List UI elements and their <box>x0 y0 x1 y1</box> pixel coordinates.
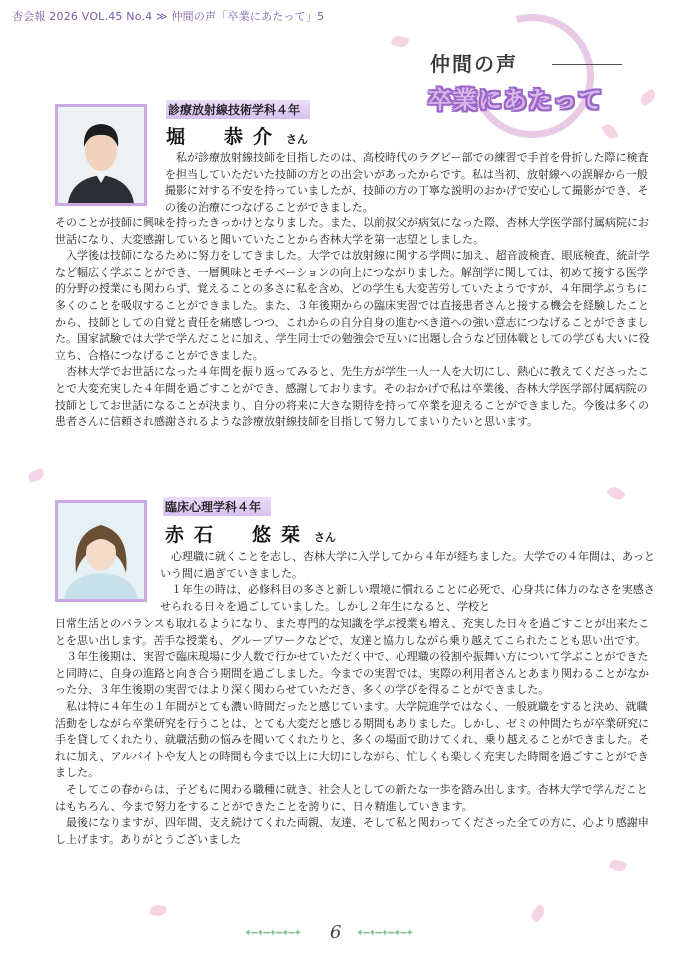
petal-decoration <box>27 468 45 483</box>
petal-decoration <box>149 904 167 918</box>
paragraph: そしてこの春からは、子どもに関わる職種に就き、社会人としての新たな一歩を踏み出します。杏林大学で学んだことはもちろん、今まで努力をすることができたことを誇りに、日々精進していきます。 <box>55 782 648 813</box>
paragraph: 心理職に就くことを志し、杏林大学に入学してから４年が経ちました。大学での４年間は、あっという間に過ぎていきました。 １年生の時は、必修科目の多さと新しい環境に慣れることに必死で、心身共に体力のなさを実感させられる日々を過ごしていました。しかし２年生になると、学校と <box>160 550 655 613</box>
petal-decoration <box>391 34 410 50</box>
paragraph: 私は特に４年生の１年間がとても濃い時間だったと感じています。大学院進学ではなく、一般就職をすると決め、就職活動をしながら卒業研究を行うことは、とても大変だと感じる期間もありました。しかし、ゼミの仲間たちが卒業研究に手を貸してくれたり、就職活動の悩みを聞いてくれたりと、多くの場面で助けてくれ、乗り越えることができました。それに加え、アルバイトや友人との時間も今まで以上に大切にしながら、忙しくも楽しく充実した時間を過ごすことができました。 <box>55 699 650 780</box>
department-label-2: 臨床心理学科４年 <box>163 497 271 516</box>
petal-decoration <box>606 484 625 503</box>
student-name-1 <box>166 122 308 149</box>
article-2-intro <box>160 549 655 615</box>
title-rule <box>552 64 622 65</box>
paragraph: 私が診療放射線技師を目指したのは、高校時代のラグビー部での練習で手首を骨折した際に検査を担当していただいた技師の方との出会いがあったからです。私は当初、放射線への誤解から一般撮影に対する不安を持っていましたが、技師の方の丁寧な説明のおかげで安心して撮影ができ、その後の治療につなげることができました。 <box>165 151 649 214</box>
paragraph: 入学後は技師になるために努力をしてきました。大学では放射線に関する学問に加え、超音波検査、眼底検査、統計学など幅広く学ぶことができ、一層興味とモチベーションの向上につながりました。解剖学に関しては、初めて接する医学的分野の授業にも関わらず、覚えることの多さに私を含め、どの学生も大変苦労していたようですが、４年間学ぶうちに多くのことを吸収することができました。また、３年後期からの臨床実習では直接患者さんと接する機会を経験したことから、技師としての自覚と責任を痛感しつつ、これからの自分自身の進むべき道への強い意志につなげることができました。国家試験では大学で学んだことに加え、学生同士での勉強会で互いに出題し合うなど団体戦としての学びも大いに役立ち、合格につなげることができました。 <box>55 249 650 362</box>
petal-decoration <box>638 89 657 107</box>
paragraph: ３年生後期は、実習で臨床現場に少人数で行かせていただく中で、心理職の役割や振舞い方について学ぶことができたと同時に、自身の進路と向き合う期間を過ごしました。今までの実習では、実際の利用者さんとあまり関わることがなかった分、３年生後期の実習ではより深く関わらせていただき、多くの学びを得ることができました。 <box>55 650 649 697</box>
petal-decoration <box>528 904 547 923</box>
honorific: さん <box>314 531 337 544</box>
article-1-body <box>55 215 655 431</box>
paragraph: そのことが技師に興味を持ったきっかけとなりました。また、以前叔父が病気になった際、杏林大学医学部付属病院にお世話になり、大変感謝していると聞いていたことから杏林大学を第一志望としました。 <box>55 216 649 246</box>
petal-decoration <box>601 122 619 141</box>
person-photo-icon <box>58 107 144 203</box>
student-name-2 <box>165 520 336 547</box>
honorific: さん <box>286 133 309 146</box>
article-1-intro <box>165 150 655 216</box>
paragraph: 最後になりますが、四年間、支え続けてくれた両親、友達、そして私と関わってくださった全ての方に、心より感謝申し上げます。ありがとうございました <box>55 816 649 846</box>
petal-decoration <box>608 857 627 874</box>
student-name-text: 堀 恭介 <box>166 126 283 148</box>
student-portrait-1 <box>55 104 147 206</box>
person-photo-icon <box>58 503 144 599</box>
footer-vine-right-icon: ✦━✦━✦━✦━✦ <box>356 928 413 939</box>
section-title: 卒業にあたって <box>428 86 603 114</box>
section-label: 仲間の声 <box>430 52 518 76</box>
student-name-text: 赤石 悠栞 <box>165 524 311 546</box>
paragraph: 日常生活とのバランスも取れるようになり、また専門的な知識を学ぶ授業も増え、充実した日々を過ごすことが出来たことを思い出します。苦手な授業も、グループワークなどで、友達と協力しながら乗り越えてこられたことも思い出です。 <box>55 617 650 647</box>
page-number: 6 <box>330 922 342 943</box>
footer-vine-left-icon: ✦━✦━✦━✦━✦ <box>244 928 301 939</box>
student-portrait-2 <box>55 500 147 602</box>
paragraph: 杏林大学でお世話になった４年間を振り返ってみると、先生方が学生一人一人を大切にし、熱心に教えてくださったことで大変充実した４年間を過ごすことができ、感謝しております。そのおかげで私は卒業後、杏林大学医学部付属病院の技師としてお世話になることが決まり、自分の将来に大きな期待を持って卒業を迎えることができました。今後は多くの患者さんに信頼され感謝されるような診療放射線技師を目指して努力してまいりたいと思います。 <box>55 365 649 429</box>
article-2-body <box>55 616 655 848</box>
running-header: 杏会報 2026 VOL.45 No.4 ≫ 仲間の声「卒業にあたって」5 <box>12 10 325 23</box>
department-label-1: 診療放射線技術学科４年 <box>166 100 310 119</box>
